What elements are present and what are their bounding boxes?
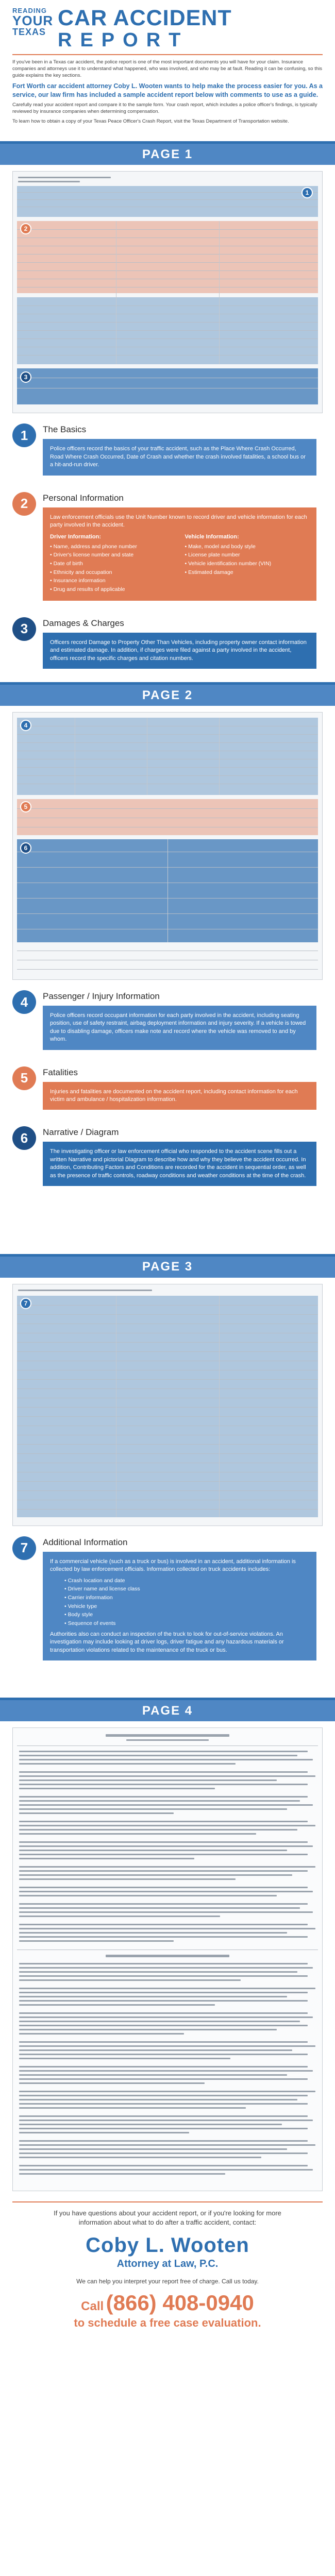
section-number: 7 [12,1536,36,1560]
vehicle-info-list [185,533,310,595]
list-item: • Name, address and phone number [50,543,175,551]
callout-marker: 5 [20,801,31,812]
page-4-form-wrap [0,1721,335,2191]
section-title: Personal Information [43,493,124,503]
callout-marker: 4 [20,720,31,731]
schedule-text: to schedule a free case evaluation. [74,2316,261,2330]
intro-paragraph: If you've been in a Texas car accident, the police report is one of the most important documents you will have for your claim. Insurance companies and attorneys use it to understand what happened, who was involved, and who may be at fault. Reading it can be confusing, so this guide explains the key sections. [12,59,322,78]
list-item: • Body style [64,1611,309,1619]
list-item: • Insurance information [50,577,175,585]
firm-name: Attorney at Law, P.C. [116,2258,219,2270]
list-item: • Crash location and date [64,1577,309,1585]
section-title: Damages & Charges [43,618,124,628]
section-body: Police officers record occupant information for each party involved in the accident, including seating position, use of safety restraint, airbag deployment information and injury severity. If a vehicle is towed due to disabling damage, officers make note and record where the vehicle was removed to and by whom. [43,1006,316,1050]
section-body: Officers record Damage to Property Other Than Vehicles, including property owner contact information and estimated damage. In addition, if charges were filed against a party involved in the accident, officers record the specific charges and citation numbers. [43,633,316,669]
truck-info-list [64,1577,309,1628]
title-car-accident: CAR ACCIDENT [58,6,232,30]
sample-crash-report-page-2 [12,712,323,980]
footer-divider [12,2201,323,2202]
section-body: Law enforcement officials use the Unit Number known to record driver and vehicle information for each party involved in the accident. [50,514,307,528]
list-item: • Carrier information [64,1594,309,1602]
section-basics [12,420,323,481]
driver-info-heading: Driver Information: [50,534,102,540]
page-3-form-wrap [0,1278,335,1526]
intro-highlight: Fort Worth car accident attorney Coby L. Wooten wants to help make the process easier for you. As a service, our law firm has included a sample accident report below with comments to use as a guide. [12,82,323,98]
page-3-banner: PAGE 3 [0,1254,335,1278]
page-2-sections [0,980,335,1192]
intro-paragraph: Carefully read your accident report and compare it to the sample form. Your crash report, which includes a police officer's findings, is typically reviewed by insurance companies when determining compensation. [12,101,317,114]
list-item: • Ethnicity and occupation [50,569,175,577]
title-texas: TEXAS [12,27,46,37]
list-item: • Estimated damage [185,569,310,577]
list-item: • Driver name and license class [64,1585,309,1593]
section-number: 5 [12,1066,36,1090]
section-title: Additional Information [43,1537,128,1547]
footer-help: We can help you interpret your report free of charge. Call us today. [76,2278,259,2285]
section-title: The Basics [43,425,87,435]
section-title: Passenger / Injury Information [43,991,160,1002]
list-item: • Vehicle type [64,1603,309,1611]
section-passenger-injury [12,987,323,1056]
callout-marker: 1 [301,187,313,198]
section-body-wrap [43,507,316,601]
section-number: 4 [12,990,36,1014]
page-2-form-wrap [0,706,335,980]
section-additional-information [12,1533,323,1667]
section-body: The investigating officer or law enforcement official who responded to the accident scene fills out a written Narrative and pictorial Diagram to describe how and why they believe the accident occurred. In addition, Contributing Factors and Conditions are recorded for the accident in sequential order, as well as the presence of traffic controls, roadway conditions and weather conditions at the time of the crash. [43,1142,316,1186]
list-item: • License plate number [185,551,310,559]
list-item: • Date of birth [50,560,175,568]
section-body-wrap [43,1552,316,1660]
vehicle-info-heading: Vehicle Information: [185,534,239,540]
callout-marker: 3 [20,371,31,383]
page-2-banner: PAGE 2 [0,682,335,706]
section-body: Police officers record the basics of your traffic accident, such as the Place Where Crash Occurred, Road Where Crash Occurred, Date of Crash and whether the crash involved fatalities, a school bus or a hit-and-run driver. [43,439,316,475]
header [0,0,335,134]
list-item: • Vehicle identification number (VIN) [185,560,310,568]
section-body: Injuries and fatalities are documented on the accident report, including contact information for each victim and ambulance / hospitalization information. [43,1082,316,1110]
callout-marker: 7 [20,1298,31,1309]
section-personal-information [12,489,323,607]
section-number: 2 [12,492,36,516]
section-number: 6 [12,1126,36,1150]
attorney-name: Coby L. Wooten [86,2234,249,2257]
callout-marker: 2 [20,223,31,234]
list-item: • Driver's license number and state [50,551,175,559]
intro-paragraph: To learn how to obtain a copy of your Texas Peace Officer's Crash Report, visit the Texas Department of Transportation website. [12,118,289,124]
section-narrative-diagram [12,1123,323,1192]
title-big [58,7,323,50]
page-3-sections [0,1526,335,1667]
list-item: • Make, model and body style [185,543,310,551]
footer [0,2201,335,2341]
info-columns [50,533,309,595]
section-damages-charges [12,614,323,675]
call-label: Call [81,2299,104,2314]
section-fatalities [12,1063,323,1116]
section-title: Narrative / Diagram [43,1127,119,1138]
driver-info-list [50,533,175,595]
sample-crash-report-page-3 [12,1284,323,1526]
list-item: • Drug and results of applicable [50,586,175,594]
section-body: Authorities also can conduct an inspection of the truck to look for out-of-service violations. An investigation may include looking at driver logs, driver fatigue and any hazardous materials or transportation violations related to the maintenance of the truck or bus. [50,1631,284,1653]
section-title: Fatalities [43,1067,78,1077]
sample-crash-report-page-1 [12,171,323,413]
page-4-banner: PAGE 4 [0,1698,335,1721]
intro [12,59,323,125]
phone-number[interactable]: (866) 408-0940 [106,2291,254,2315]
title-report: REPORT [58,29,189,51]
title-small [12,7,58,37]
title-block [12,7,323,50]
page-1-banner: PAGE 1 [0,141,335,165]
callout-marker: 6 [20,842,31,854]
page-1-form-wrap [0,165,335,413]
call-line [0,2291,335,2315]
title-your: YOUR [12,13,54,28]
section-body: If a commercial vehicle (such as a truck or bus) is involved in an accident, additional information is collected by law enforcement officials. Information collected on truck accidents includes: [50,1558,296,1573]
sample-crash-report-page-4 [12,1727,323,2191]
header-divider [12,54,323,55]
list-item: • Sequence of events [64,1620,309,1628]
footer-question: If you have questions about your accident report, or if you're looking for more information about what to do after a traffic accident, contact: [54,2209,281,2226]
title-reading: READING [12,7,47,14]
page-1-sections [0,413,335,675]
section-number: 1 [12,423,36,447]
section-number: 3 [12,617,36,641]
